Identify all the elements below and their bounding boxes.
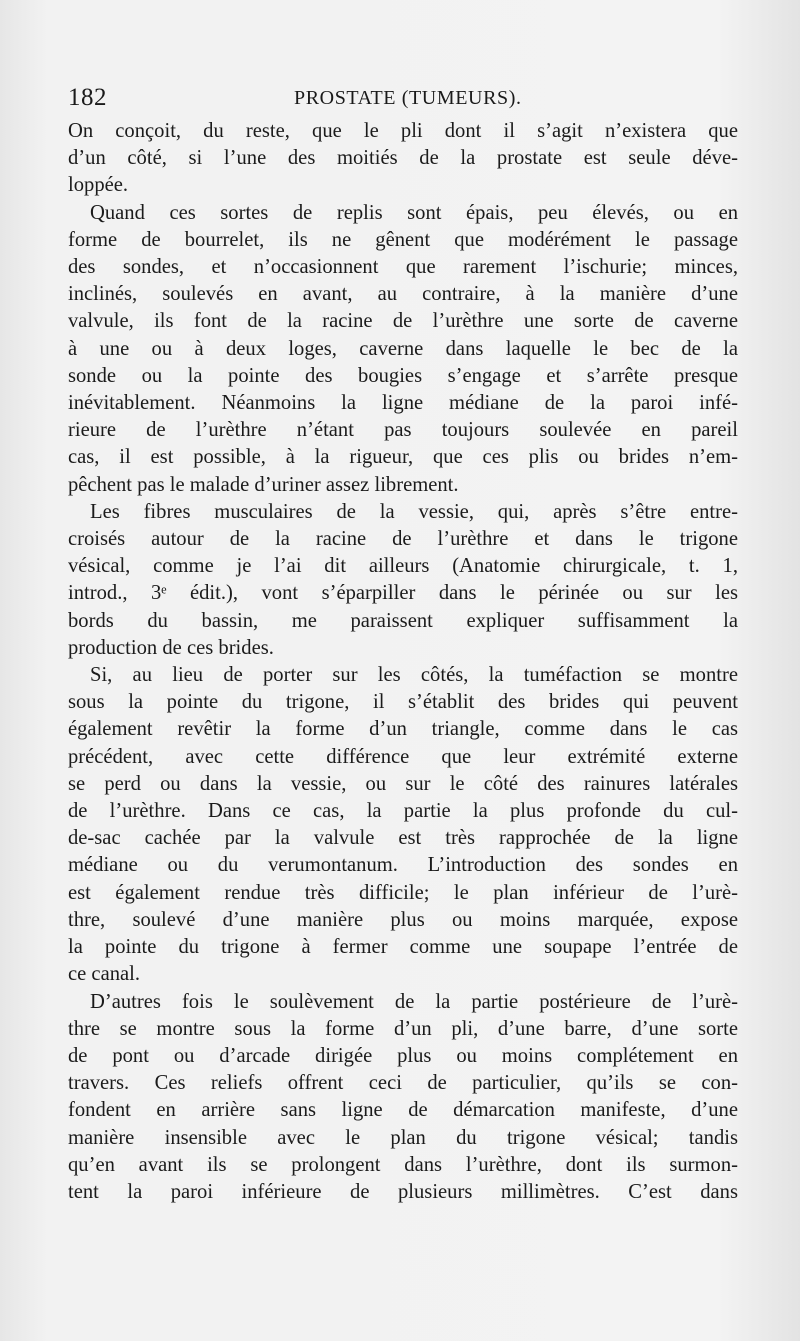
text-line: qu’en avant ils se prolongent dans l’urèthre, dont ils surmon- [68,1153,738,1176]
text-line: Quand ces sortes de replis sont épais, peu élevés, ou en [90,201,738,224]
text-line: bords du bassin, me paraissent expliquer suffisamment la [68,609,738,632]
text-line: croisés autour de la racine de l’urèthre et dans le trigone [68,528,738,551]
text-line: Les fibres musculaires de la vessie, qui, après s’être entre- [90,500,738,523]
text-line: également revêtir la forme d’un triangle, comme dans le cas [68,718,738,741]
text-line: fondent en arrière sans ligne de démarcation manifeste, d’une [68,1099,738,1122]
text-line: se perd ou dans la vessie, ou sur le côté des rainures latérales [68,772,738,795]
text-line: vésical, comme je l’ai dit ailleurs (Anatomie chirurgicale, t. 1, [68,555,738,578]
text-line: cas, il est possible, à la rigueur, que ces plis ou brides n’em- [68,446,738,469]
text-line: inclinés, soulevés en avant, au contraire, à la manière d’une [68,283,738,306]
text-line: précédent, avec cette différence que leur extrémité externe [68,745,738,768]
text-line: de-sac cachée par la valvule est très rapprochée de la ligne [68,827,738,850]
text-line: On conçoit, du reste, que le pli dont il s’agit n’existera que [68,120,738,142]
text-line: la pointe du trigone à fermer comme une soupape l’entrée de [68,936,738,959]
text-line: à une ou à deux loges, caverne dans laquelle le bec de la [68,337,738,360]
running-head: PROSTATE (TUMEURS). [294,87,522,109]
text-line: loppée. [68,174,129,197]
text-line: manière insensible avec le plan du trigone vésical; tandis [68,1126,738,1149]
text-line: ce canal. [68,963,141,986]
text-line: production de ces brides. [68,636,274,659]
paragraph [68,989,738,1207]
text-line: de pont ou d’arcade dirigée plus ou moins complétement en [68,1044,738,1067]
text-line: Si, au lieu de porter sur les côtés, la tuméfaction se montre [90,664,738,687]
text-line: est également rendue très difficile; le plan inférieur de l’urè- [68,881,738,904]
body-text [68,118,738,1206]
text-line: médiane ou du verumontanum. L’introduction des sondes en [68,854,738,877]
text-line: thre se montre sous la forme d’un pli, d’une barre, d’une sorte [68,1017,738,1040]
paragraph [68,118,738,200]
paragraph [68,499,738,662]
text-line: des sondes, et n’occasionnent que rarement l’ischurie; minces, [68,256,738,279]
paragraph [68,662,738,988]
text-line: d’un côté, si l’une des moitiés de la prostate est seule déve- [68,147,738,170]
text-line: pêchent pas le malade d’uriner assez librement. [68,473,459,496]
text-line: rieure de l’urèthre n’étant pas toujours soulevée en pareil [68,419,738,442]
page-header [68,84,738,116]
text-line: D’autres fois le soulèvement de la partie postérieure de l’urè- [90,990,738,1013]
text-line: sous la pointe du trigone, il s’établit des brides qui peuvent [68,691,738,714]
paragraph [68,200,738,499]
page-number: 182 [68,84,107,111]
text-line: inévitablement. Néanmoins la ligne médiane de la paroi infé- [68,392,738,415]
text-line: de l’urèthre. Dans ce cas, la partie la plus profonde du cul- [68,800,738,823]
text-line: sonde ou la pointe des bougies s’engage et s’arrête presque [68,364,738,387]
text-line: introd., 3ᵉ édit.), vont s’éparpiller dans le périnée ou sur les [68,582,738,605]
text-line: valvule, ils font de la racine de l’urèthre une sorte de caverne [68,310,738,333]
text-line: thre, soulevé d’une manière plus ou moins marquée, expose [68,908,738,931]
text-line: travers. Ces reliefs offrent ceci de particulier, qu’ils se con- [68,1072,738,1095]
text-line: tent la paroi inférieure de plusieurs millimètres. C’est dans [68,1180,738,1203]
text-line: forme de bourrelet, ils ne gênent que modérément le passage [68,228,738,251]
